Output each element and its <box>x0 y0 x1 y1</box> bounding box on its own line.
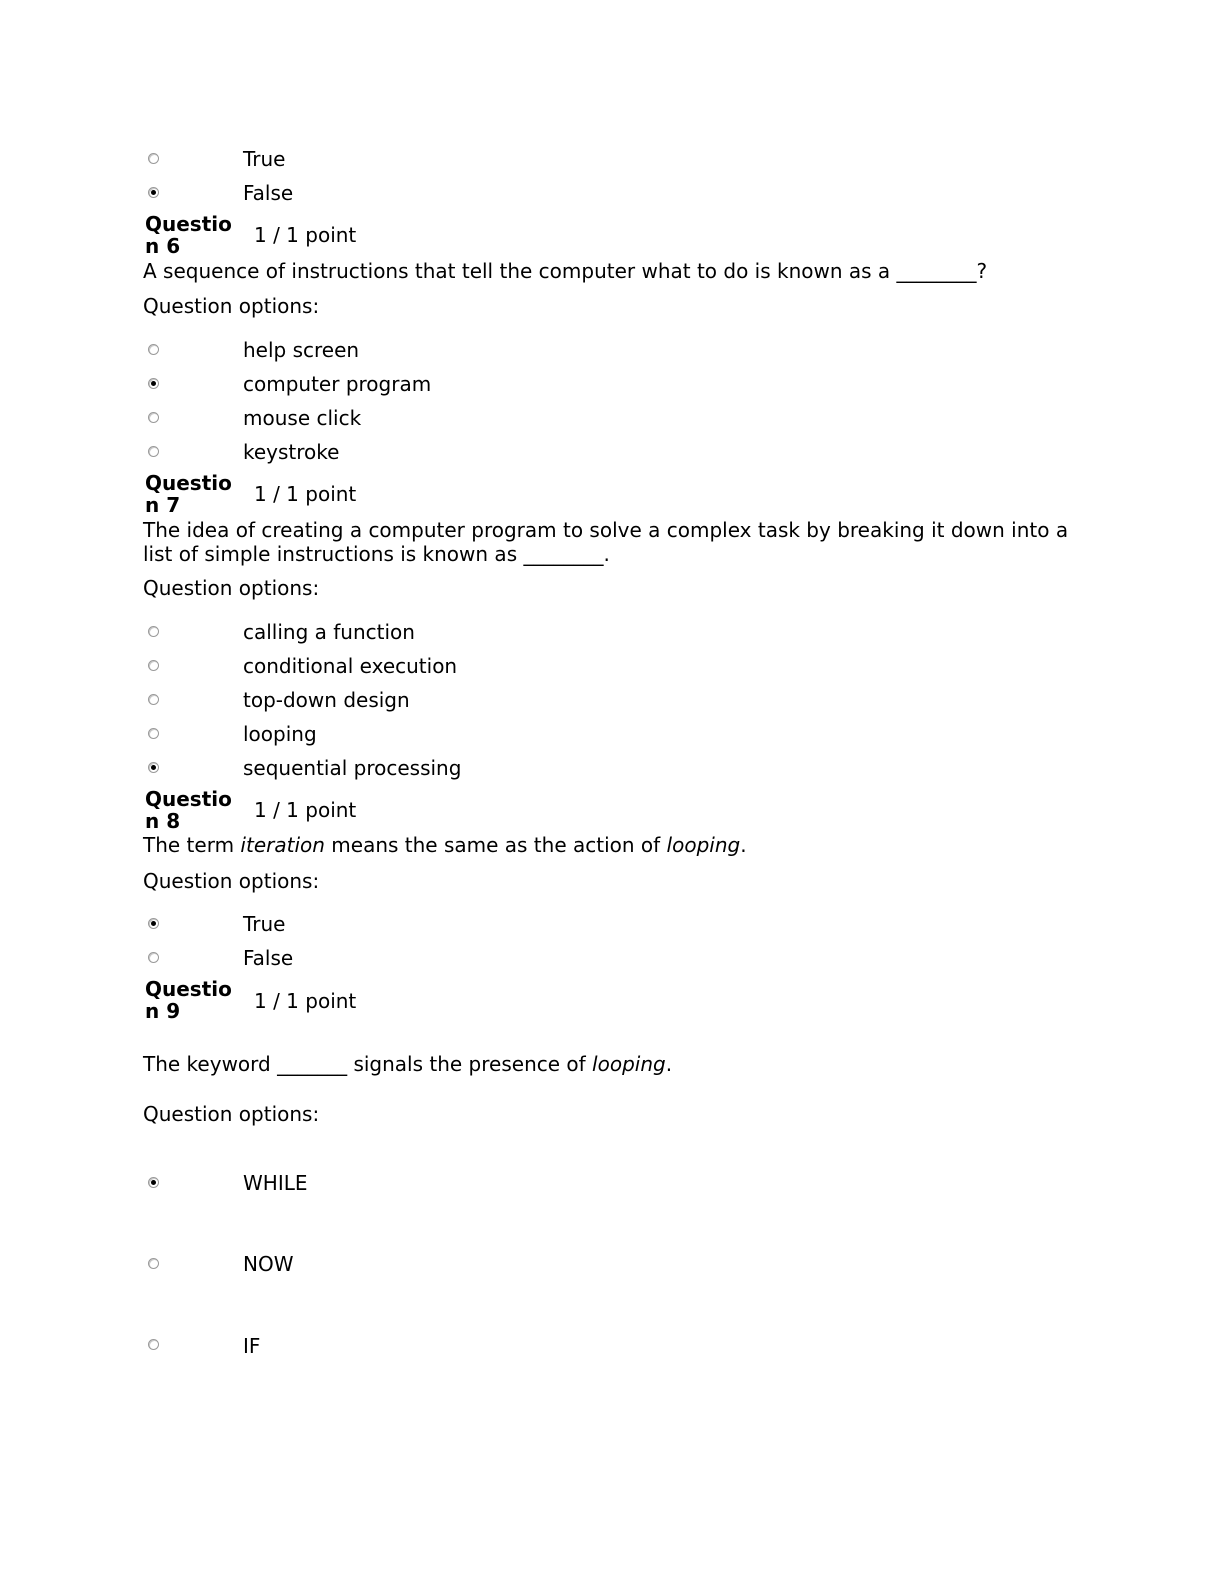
q6-option-4-label: keystroke <box>243 440 340 464</box>
q9-text-emphasis-looping: looping <box>592 1052 666 1076</box>
q8-option-false-radio[interactable] <box>148 952 159 963</box>
q6-heading: Question 6 <box>145 212 232 258</box>
q7-question-text-line1: The idea of creating a computer program to solve a complex task by breaking it down into a <box>143 518 1069 542</box>
q9-option-3-radio[interactable] <box>148 1339 159 1350</box>
q8-option-true-label: True <box>243 912 286 936</box>
q9-text-part-b: . <box>665 1052 673 1076</box>
q8-question-text <box>143 833 1073 857</box>
q9-option-2-label: NOW <box>243 1252 294 1276</box>
q7-option-5-label: sequential processing <box>243 756 462 780</box>
q8-text-part-b: means the same as the action of <box>324 833 667 857</box>
q6-option-4-radio[interactable] <box>148 446 159 457</box>
q6-points: 1 / 1 point <box>254 223 357 247</box>
q9-text-part-a: The keyword _______ signals the presence of <box>143 1052 593 1076</box>
q7-option-4-label: looping <box>243 722 317 746</box>
q6-question-text: A sequence of instructions that tell the computer what to do is known as a ________? <box>143 259 988 283</box>
q8-option-true-radio[interactable] <box>148 918 159 929</box>
q6-option-2-label: computer program <box>243 372 432 396</box>
q7-option-4-radio[interactable] <box>148 728 159 739</box>
q9-options-label: Question options: <box>143 1102 320 1126</box>
q7-heading: Question 7 <box>145 471 232 517</box>
q8-options-label: Question options: <box>143 869 320 893</box>
q6-option-1-label: help screen <box>243 338 360 362</box>
q9-points: 1 / 1 point <box>254 989 357 1013</box>
q7-option-3-label: top-down design <box>243 688 410 712</box>
q8-text-part-a: The term <box>143 833 241 857</box>
q9-heading: Question 9 <box>145 977 232 1023</box>
q7-option-5-radio[interactable] <box>148 762 159 773</box>
q5-option-true-label: True <box>243 147 286 171</box>
q7-option-3-radio[interactable] <box>148 694 159 705</box>
q7-option-1-radio[interactable] <box>148 626 159 637</box>
q8-heading: Question 8 <box>145 787 232 833</box>
q5-option-false-radio[interactable] <box>148 187 159 198</box>
q7-points: 1 / 1 point <box>254 482 357 506</box>
q5-option-true-radio[interactable] <box>148 153 159 164</box>
q6-option-1-radio[interactable] <box>148 344 159 355</box>
q5-option-false-label: False <box>243 181 294 205</box>
q6-option-3-label: mouse click <box>243 406 362 430</box>
q9-question-text <box>143 1052 1073 1076</box>
q6-options-label: Question options: <box>143 294 320 318</box>
q9-option-1-label: WHILE <box>243 1171 308 1195</box>
q8-option-false-label: False <box>243 946 294 970</box>
q7-question-text-line2: list of simple instructions is known as ________. <box>143 542 610 566</box>
q6-option-3-radio[interactable] <box>148 412 159 423</box>
q6-option-2-radio[interactable] <box>148 378 159 389</box>
q7-option-2-radio[interactable] <box>148 660 159 671</box>
q9-option-2-radio[interactable] <box>148 1258 159 1269</box>
q9-option-1-radio[interactable] <box>148 1177 159 1188</box>
q9-option-3-label: IF <box>243 1334 261 1358</box>
q8-text-part-c: . <box>740 833 747 857</box>
q8-points: 1 / 1 point <box>254 798 357 822</box>
q7-options-label: Question options: <box>143 576 320 600</box>
q8-text-emphasis-looping: looping <box>666 833 741 857</box>
q7-option-2-label: conditional execution <box>243 654 458 678</box>
q7-option-1-label: calling a function <box>243 620 415 644</box>
q8-text-emphasis-iteration: iteration <box>240 833 325 857</box>
